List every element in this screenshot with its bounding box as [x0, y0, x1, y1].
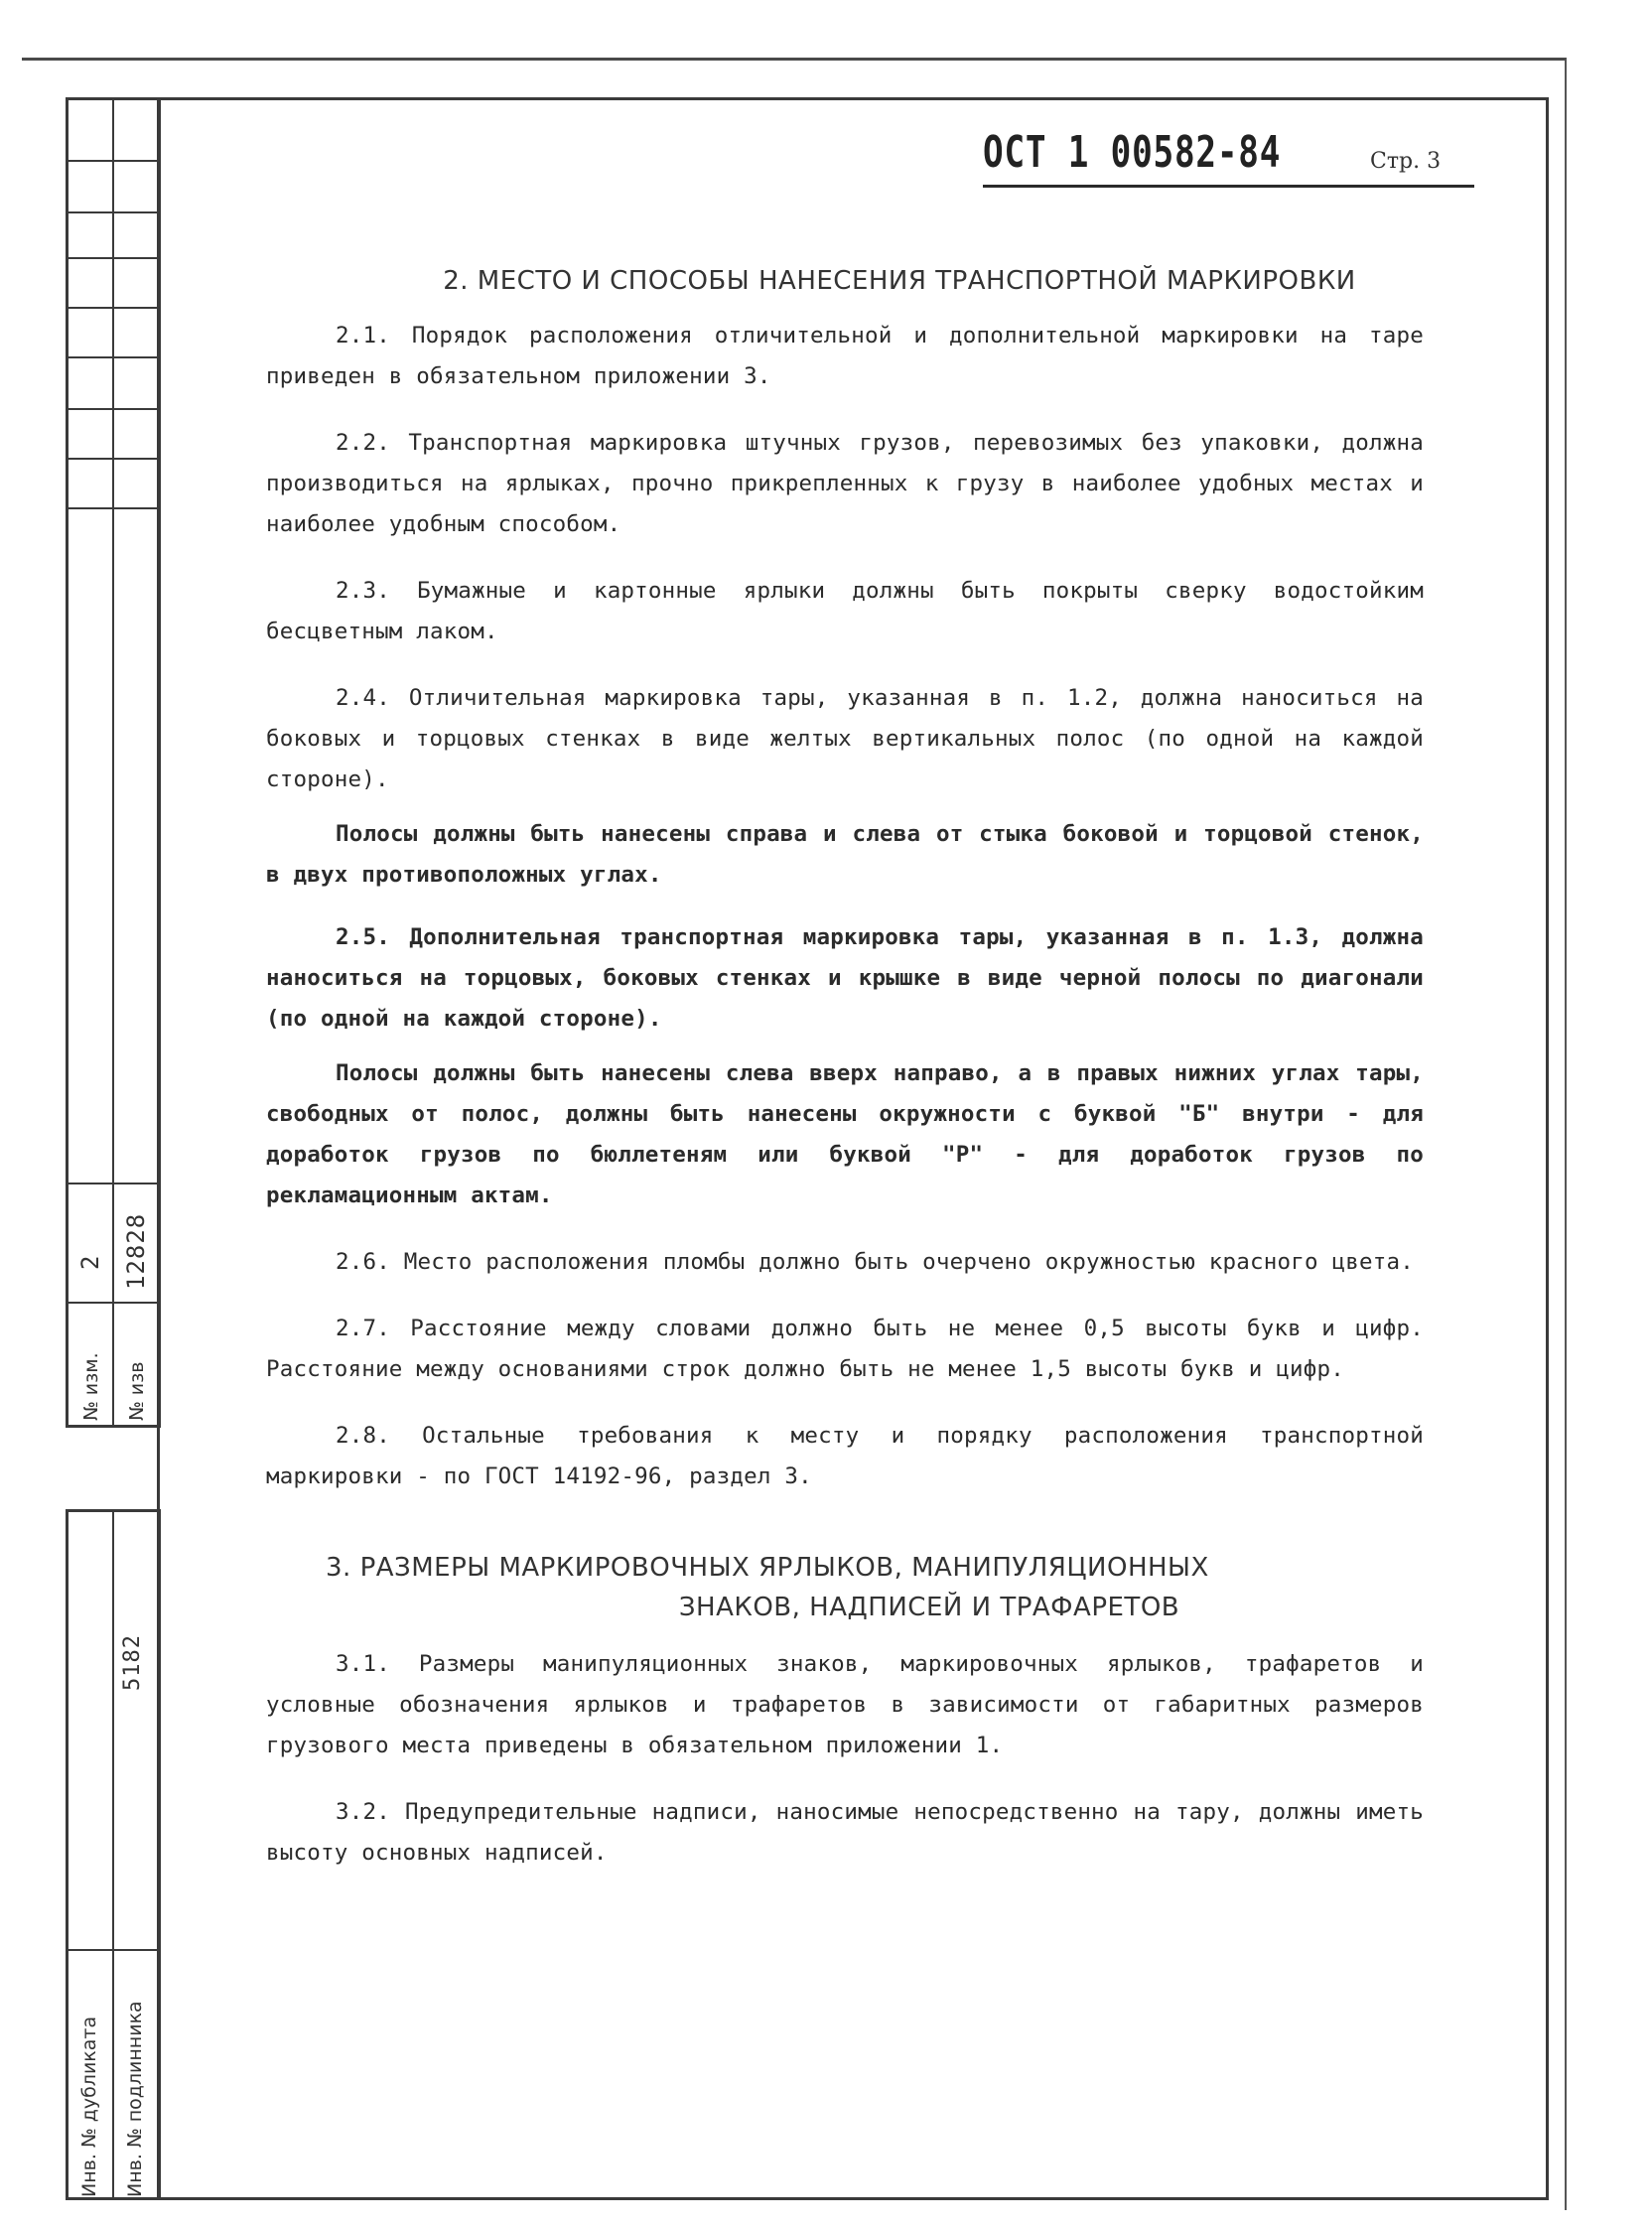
paragraph-2-2: 2.2. Транспортная маркировка штучных грузов, перевозимых без упаковки, должна производиться на ярлыках, прочно прикрепленных к грузу в наиболее удобных местах и наиболее удобным способом.	[266, 430, 1424, 537]
section-3-title-line1: 3. РАЗМЕРЫ МАРКИРОВОЧНЫХ ЯРЛЫКОВ, МАНИПУЛЯЦИОННЫХ	[326, 1553, 1209, 1583]
inventory-stamp-column	[66, 1509, 161, 2200]
section-3-title-line2: ЗНАКОВ, НАДПИСЕЙ И ТРАФАРЕТОВ	[678, 1593, 1180, 1622]
page-number: Стр. 3	[1370, 149, 1442, 174]
izv-value: 12828	[122, 1212, 150, 1290]
section-2-title: 2. МЕСТО И СПОСОБЫ НАНЕСЕНИЯ ТРАНСПОРТНОЙ МАРКИРОВКИ	[443, 266, 1356, 296]
revision-stamp-column	[66, 97, 161, 1428]
paragraph-3-2: 3.2. Предупредительные надписи, наносимые непосредственно на тару, должны иметь высоту основных надписей.	[266, 1799, 1424, 1866]
paragraph-2-6: 2.6. Место расположения пломбы должно быть очерчено окружностью красного цвета.	[336, 1249, 1414, 1275]
izm-label: № изм.	[80, 1352, 102, 1421]
paragraph-2-3: 2.3. Бумажные и картонные ярлыки должны быть покрыты сверку водостойким бесцветным лаком.	[266, 578, 1424, 644]
duplicate-inventory-label: Инв. № дубликата	[78, 2016, 100, 2197]
paragraph-2-4: 2.4. Отличительная маркировка тары, указанная в п. 1.2, должна наноситься на боковых и торцовых стенках в виде желтых вертикальных полос (по одной на каждой стороне).	[266, 685, 1424, 792]
original-inventory-label: Инв. № подлинника	[124, 2001, 146, 2197]
paragraph-2-5: 2.5. Дополнительная транспортная маркировка тары, указанная в п. 1.3, должна наноситься на торцовых, боковых стенках и крышке в виде черной полосы по диагонали (по одной на каждой стороне).	[266, 924, 1424, 1032]
paragraph-2-1: 2.1. Порядок расположения отличительной и дополнительной маркировки на таре приведен в обязательном приложении 3.	[266, 323, 1424, 389]
document-code: ОСТ 1 00582-84	[983, 127, 1282, 178]
izm-value: 2	[76, 1254, 104, 1270]
izv-label: № изв	[126, 1361, 148, 1421]
paragraph-3-1: 3.1. Размеры манипуляционных знаков, маркировочных ярлыков, трафаретов и условные обозначения ярлыков и трафаретов в зависимости от габаритных размеров грузового места приведены в обязательном приложении 1.	[266, 1651, 1424, 1758]
document-body	[266, 266, 1424, 1874]
paragraph-2-5-stripes: Полосы должны быть нанесены слева вверх направо, а в правых нижних углах тары, свободных от полос, должны быть нанесены окружности с буквой "Б" внутри - для доработок грузов по бюллетеням или буквой "Р" - для доработок грузов по рекламационным актам.	[266, 1060, 1424, 1208]
document-header	[983, 127, 1474, 187]
paragraph-2-4-stripes: Полосы должны быть нанесены справа и слева от стыка боковой и торцовой стенок, в двух противоположных углах.	[266, 821, 1424, 888]
paragraph-2-7: 2.7. Расстояние между словами должно быть не менее 0,5 высоты букв и цифр. Расстояние между основаниями строк должно быть не менее 1,5 высоты букв и цифр.	[266, 1316, 1424, 1382]
orig-inventory-value: 5182	[120, 1634, 145, 1691]
header-underline	[983, 185, 1474, 188]
paragraph-2-8: 2.8. Остальные требования к месту и порядку расположения транспортной маркировки - по ГОСТ 14192-96, раздел 3.	[266, 1423, 1424, 1489]
